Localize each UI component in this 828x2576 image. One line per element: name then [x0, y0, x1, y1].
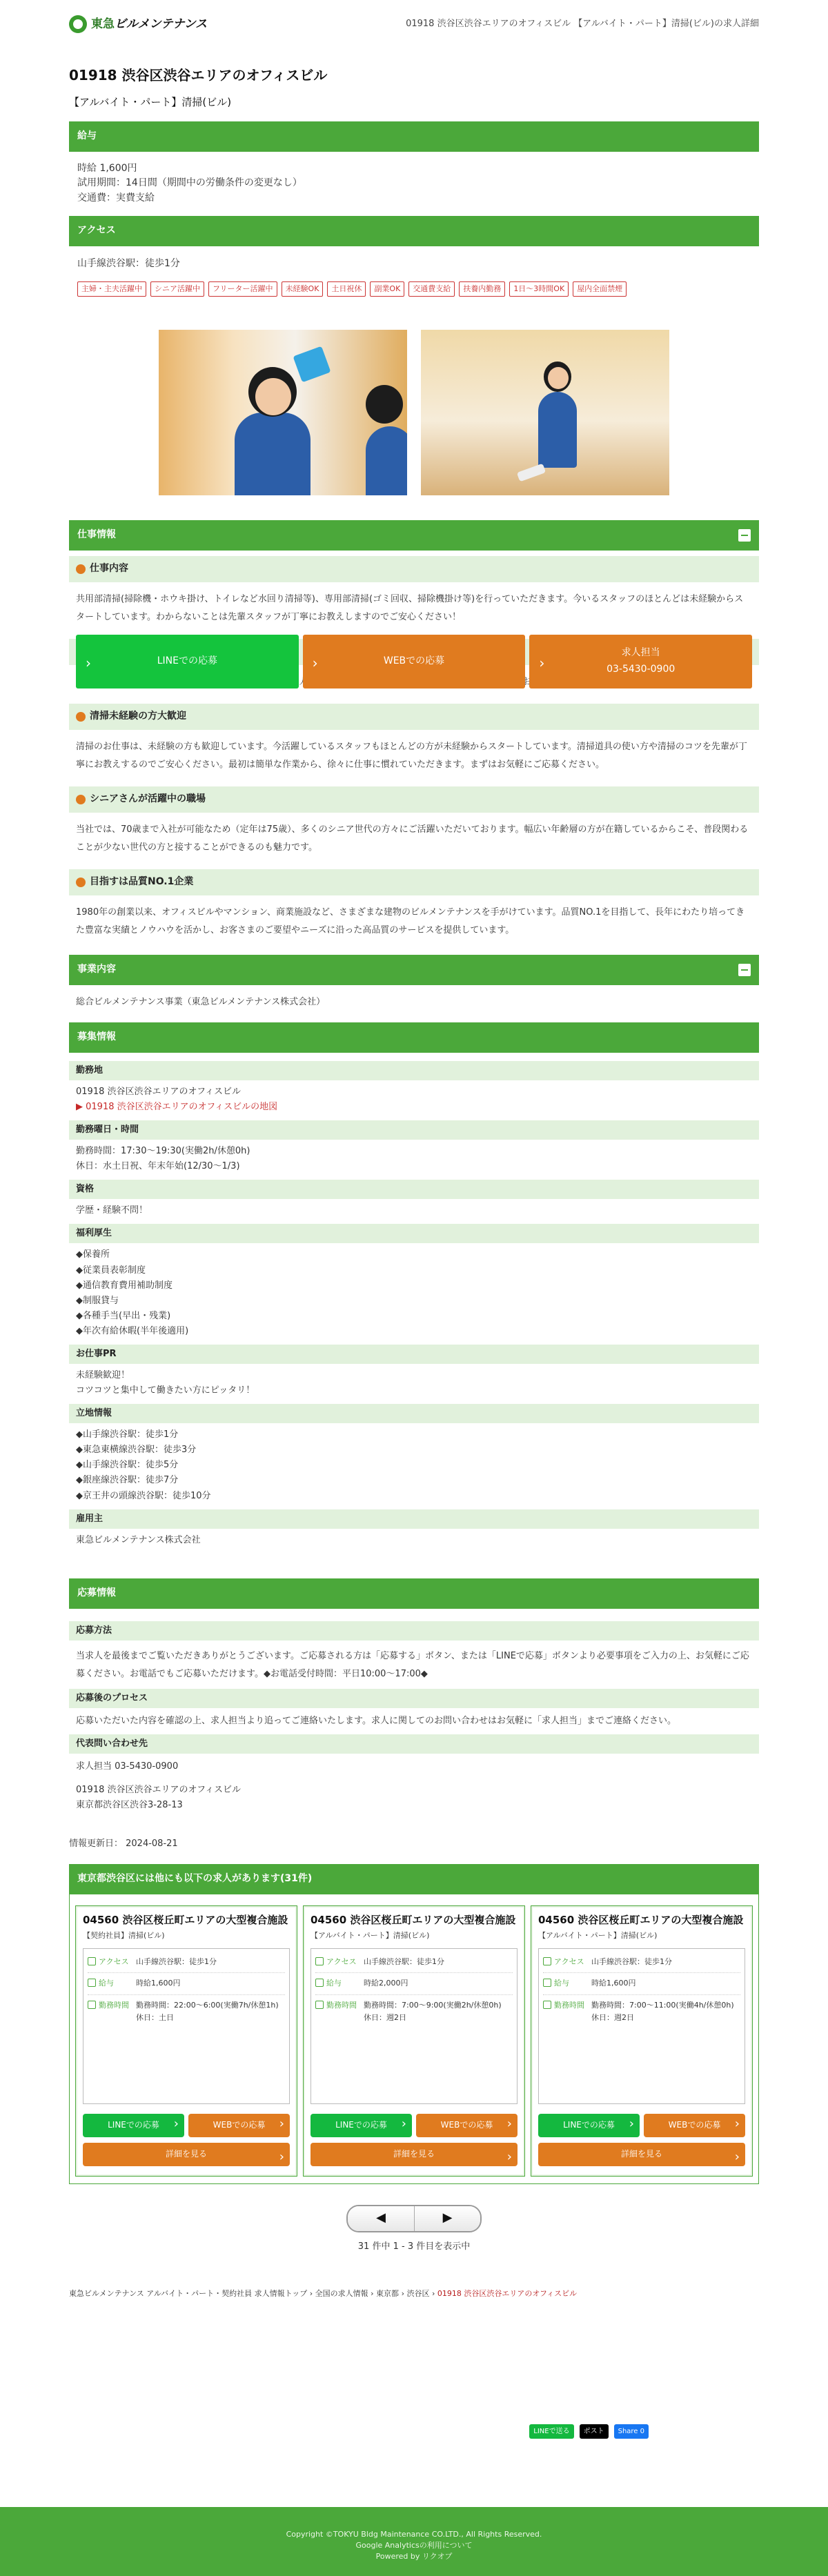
recruit-value: 東急ビルメンテナンス株式会社	[76, 1534, 201, 1545]
recruit-label: 勤務曜日・時間	[69, 1120, 759, 1140]
recruit-value: 勤務時間：17:30〜19:30(実働2h/休憩0h) 休日：水土日祝、年末年始(12/30〜1/3)	[76, 1146, 250, 1172]
next-page-button[interactable]: ▶	[414, 2206, 480, 2231]
tag: 屋内全面禁煙	[573, 281, 627, 297]
job-photos	[69, 330, 759, 495]
breadcrumb-link[interactable]: 東急ビルメンテナンス アルバイト・パート・契約社員 求人情報トップ	[69, 2288, 308, 2298]
recruit-value: 学歴・経験不問！	[76, 1205, 148, 1216]
x-post-button[interactable]: ポスト	[580, 2424, 609, 2439]
detail-button[interactable]: 詳細を見る ›	[83, 2143, 290, 2166]
recruit-label: 勤務地	[69, 1061, 759, 1080]
card-subtitle: 【アルバイト・パート】清掃(ビル)	[538, 1930, 658, 1940]
header-job-label: 01918 渋谷区渋谷エリアのオフィスビル 【アルバイト・パート】清掃(ビル)の求人詳細	[406, 18, 759, 29]
tag: 未経験OK	[282, 281, 324, 297]
logo-text: 東急ビルメンテナンス	[91, 17, 208, 31]
breadcrumb-link[interactable]: 東京都	[376, 2288, 400, 2298]
tag: 土日祝休	[327, 281, 366, 297]
recruit-label: 雇用主	[69, 1509, 759, 1529]
recruit-label: 資格	[69, 1180, 759, 1199]
bullet-icon	[76, 795, 86, 804]
recruit-value: 01918 渋谷区渋谷エリアのオフィスビル ▶ 01918 渋谷区渋谷エリアのオフィスビルの地図	[69, 1080, 759, 1118]
map-link[interactable]: ▶ 01918 渋谷区渋谷エリアのオフィスビルの地図	[76, 1102, 278, 1113]
access-body: 山手線渋谷駅：徒歩1分	[77, 257, 180, 269]
access-heading: アクセス	[69, 216, 759, 246]
detail-button[interactable]: 詳細を見る ›	[538, 2143, 745, 2166]
related-heading: 東京都渋谷区には他にも以下の求人があります(31件)	[69, 1864, 759, 1894]
train-icon	[543, 1957, 551, 1965]
tag: フリーター活躍中	[208, 281, 277, 297]
bullet-icon	[76, 712, 86, 722]
train-icon	[88, 1957, 96, 1965]
card-info: アクセス 山手線渋谷駅：徒歩1分 給与 時給2,000円 勤務時間 勤務時間：7:00〜9:00(実働2h/休憩0h) 休日：週2日	[310, 1948, 518, 2104]
breadcrumb-link[interactable]: 渋谷区	[406, 2288, 430, 2298]
breadcrumb-current: 01918 渋谷区渋谷エリアのオフィスビル	[437, 2288, 578, 2298]
apply-label: 応募後のプロセス	[69, 1689, 759, 1708]
work-paragraph: 1980年の創業以来、オフィスビルやマンション、商業施設など、さまざまな建物のビルメンテナンスを手がけています。品質NO.1を目指して、長年にわたり培ってきた豊富な実績とノウハウを活かし、お客さまのご要望やニーズに沿った高品質のサービスを提供しています。	[76, 906, 745, 935]
work-paragraph: 当社では、70歳まで入社が可能なため（定年は75歳）、多くのシニア世代の方々にご活躍いただいております。幅広い年齢層の方が在籍しているからこそ、普段関わることが少ない世代の方と接することができるのも魅力です。	[76, 824, 749, 853]
work-subheading: シニアさんが活躍中の職場	[69, 786, 759, 813]
tag: 扶養内勤務	[459, 281, 505, 297]
site-header	[69, 0, 759, 48]
tag: 1日〜3時間OK	[509, 281, 569, 297]
recruit-label: 立地情報	[69, 1404, 759, 1423]
recruit-value: ◆保養所 ◆従業員表彰制度 ◆通信教育費用補助制度 ◆制服貸与 ◆各種手当(早出・残業) ◆年次有給休暇(半年後適用)	[76, 1249, 189, 1336]
yen-icon	[88, 1979, 96, 1987]
float-tel-button[interactable]: › 求人担当 03-5430-0900	[529, 635, 752, 688]
floating-apply-bar	[76, 635, 752, 688]
share-buttons	[69, 2424, 649, 2439]
tag: 副業OK	[370, 281, 404, 297]
apply-heading: 応募情報	[69, 1578, 759, 1609]
logo-mark-icon	[69, 15, 87, 33]
apply-value: 求人担当 03-5430-0900 01918 渋谷区渋谷エリアのオフィスビル 東京都渋谷区渋谷3-28-13	[76, 1761, 241, 1811]
line-apply-button[interactable]: LINEでの応募 ›	[310, 2114, 412, 2137]
business-section	[69, 955, 759, 1018]
card-subtitle: 【アルバイト・パート】清掃(ビル)	[310, 1930, 430, 1940]
breadcrumb: 東急ビルメンテナンス アルバイト・パート・契約社員 求人情報トップ › 全国の求人情報 › 東京都 › 渋谷区 › 01918 渋谷区渋谷エリアのオフィスビル	[69, 2288, 578, 2298]
powered-by: Powered by リクオプ	[375, 2551, 453, 2561]
apply-label: 応募方法	[69, 1621, 759, 1641]
copyright: Copyright ©TOKYU Bldg Maintenance CO.LTD., All Rights Reserved.	[286, 2530, 542, 2539]
logo[interactable]	[69, 14, 207, 34]
pagination	[69, 2205, 759, 2232]
card-title[interactable]: 04560 渋谷区桜丘町エリアの大型複合施設	[83, 1914, 288, 1927]
page-title: 01918 渋谷区渋谷エリアのオフィスビル	[69, 67, 328, 83]
recruit-label: お仕事PR	[69, 1345, 759, 1364]
clock-icon	[88, 2001, 96, 2009]
salary-heading: 給与	[69, 121, 759, 152]
web-apply-button[interactable]: WEBでの応募 ›	[188, 2114, 290, 2137]
clock-icon	[543, 2001, 551, 2009]
work-subheading: 仕事内容	[69, 556, 759, 582]
recruit-heading: 募集情報	[69, 1022, 759, 1053]
salary-body: 時給 1,600円 試用期間：14日間（期間中の労働条件の変更なし） 交通費：実費支給	[77, 162, 302, 204]
tag: 交通費支給	[408, 281, 455, 297]
web-apply-button[interactable]: WEBでの応募 ›	[416, 2114, 518, 2137]
card-subtitle: 【契約社員】清掃(ビル)	[83, 1930, 165, 1940]
card-title[interactable]: 04560 渋谷区桜丘町エリアの大型複合施設	[538, 1914, 744, 1927]
apply-section	[69, 1578, 759, 1816]
collapse-icon[interactable]	[738, 964, 751, 976]
card-info: アクセス 山手線渋谷駅：徒歩1分 給与 時給1,600円 勤務時間 勤務時間：22:00〜6:00(実働7h/休憩1h) 休日：土日	[83, 1948, 290, 2104]
prev-page-button[interactable]: ◀	[348, 2206, 414, 2231]
work-info-section	[69, 520, 759, 947]
tag: シニア活躍中	[150, 281, 204, 297]
job-card[interactable]	[531, 1905, 753, 2176]
breadcrumb-link[interactable]: 全国の求人情報	[315, 2288, 368, 2298]
card-info: アクセス 山手線渋谷駅：徒歩1分 給与 時給1,600円 勤務時間 勤務時間：7:00〜11:00(実働4h/休憩0h) 休日：週2日	[538, 1948, 745, 2104]
related-cards	[69, 1894, 759, 2183]
work-subheading: 目指すは品質NO.1企業	[69, 869, 759, 895]
web-apply-button[interactable]: WEBでの応募 ›	[644, 2114, 745, 2137]
clock-icon	[315, 2001, 324, 2009]
work-paragraph: 清掃のお仕事は、未経験の方も歓迎しています。今活躍しているスタッフもほとんどの方が未経験からスタートしています。清掃道具の使い方や清掃のコツを先輩が丁寧にお教えするのでご安心ください。最初は簡単な作業から、徐々に仕事に慣れていただきます。まずはお気軽にご応募ください。	[76, 741, 747, 770]
tag: 主婦・主夫活躍中	[77, 281, 146, 297]
work-subheading: 清掃未経験の方大歓迎	[69, 704, 759, 730]
float-web-apply-button[interactable]: › WEBでの応募	[303, 635, 526, 688]
job-card[interactable]	[75, 1905, 297, 2176]
bullet-icon	[76, 564, 86, 574]
line-share-button[interactable]: LINEで送る	[529, 2424, 573, 2439]
analytics-link[interactable]: Google Analyticsの利用について	[355, 2540, 473, 2550]
recruit-label: 福利厚生	[69, 1224, 759, 1243]
work-paragraph: 共用部清掃(掃除機・ホウキ掛け、トイレなど水回り清掃等)、専用部清掃(ゴミ回収、掃除機掛け等)を行っていただきます。今いるスタッフのほとんどは未経験からスタートしています。わからないことは先輩スタッフが丁寧にお教えしますのでご安心ください！	[76, 593, 744, 622]
feature-tags	[69, 281, 759, 305]
business-heading[interactable]: 事業内容	[69, 955, 759, 985]
line-apply-button[interactable]: LINEでの応募 ›	[538, 2114, 640, 2137]
work-info-heading[interactable]: 仕事情報	[69, 520, 759, 551]
photo-floor-cleaning	[421, 330, 669, 495]
page-subtitle: 【アルバイト・パート】清掃(ビル)	[69, 96, 232, 108]
updated-date: 情報更新日： 2024-08-21	[69, 1839, 178, 1850]
line-apply-button[interactable]: LINEでの応募 ›	[83, 2114, 184, 2137]
job-card[interactable]	[303, 1905, 525, 2176]
apply-value: 当求人を最後までご覧いただきありがとうございます。ご応募される方は「応募する」ボタン、または「LINEで応募」ボタンより必要事項をご入力の上、お気軽にご応募ください。お電話でもご応募いただけます。◆お電話受付時間：平日10:00〜17:00◆	[76, 1650, 749, 1679]
facebook-share-button[interactable]: Share 0	[614, 2424, 649, 2439]
site-footer	[0, 2507, 828, 2576]
recruit-section	[69, 1022, 759, 1551]
yen-icon	[315, 1979, 324, 1987]
train-icon	[315, 1957, 324, 1965]
card-title[interactable]: 04560 渋谷区桜丘町エリアの大型複合施設	[310, 1914, 516, 1927]
apply-value: 応募いただいた内容を確認の上、求人担当より追ってご連絡いたします。求人に関してのお問い合わせはお気軽に「求人担当」までご連絡ください。	[76, 1715, 676, 1726]
business-body: 総合ビルメンテナンス事業（東急ビルメンテナンス株式会社）	[76, 996, 326, 1007]
recruit-value: ◆山手線渋谷駅：徒歩1分 ◆東急東横線渋谷駅：徒歩3分 ◆山手線渋谷駅：徒歩5分 ◆銀座線渋谷駅：徒歩7分 ◆京王井の頭線渋谷駅：徒歩10分	[76, 1429, 211, 1501]
recruit-value: 未経験歓迎！ コツコツと集中して働きたい方にピッタリ！	[76, 1369, 255, 1396]
pagination-status: 31 件中 1 - 3 件目を表示中	[357, 2241, 471, 2252]
related-jobs	[69, 1864, 759, 2183]
photo-window-cleaning	[159, 330, 407, 495]
page	[69, 0, 759, 2439]
apply-label: 代表問い合わせ先	[69, 1734, 759, 1754]
float-line-apply-button[interactable]: › LINEでの応募	[76, 635, 299, 688]
detail-button[interactable]: 詳細を見る ›	[310, 2143, 518, 2166]
yen-icon	[543, 1979, 551, 1987]
collapse-icon[interactable]	[738, 529, 751, 542]
bullet-icon	[76, 878, 86, 887]
